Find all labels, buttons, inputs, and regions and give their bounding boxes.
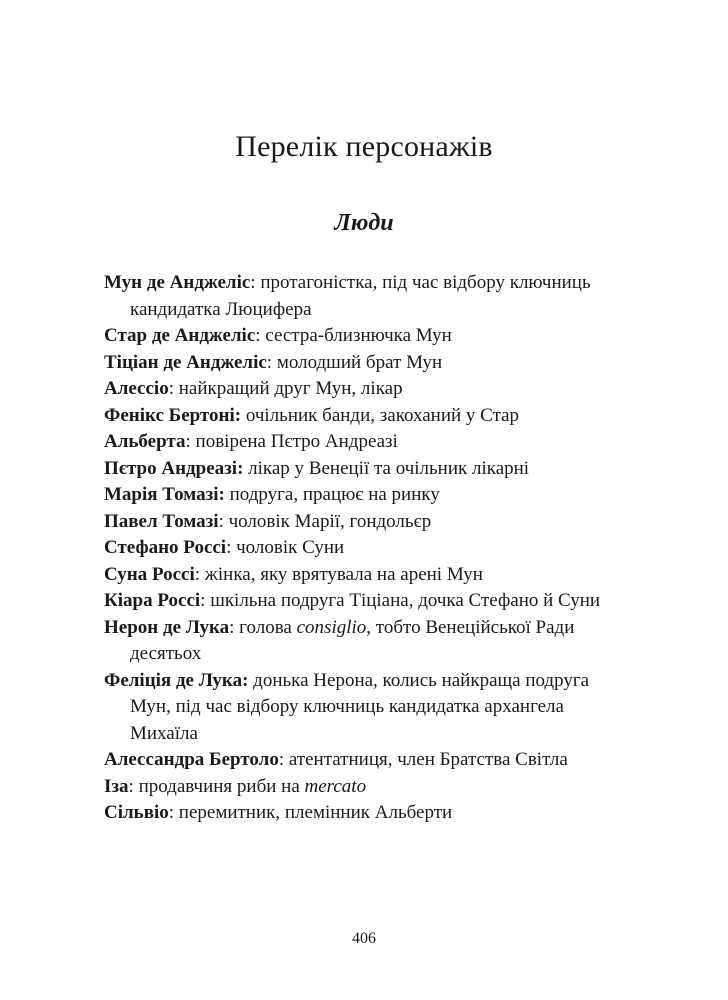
character-description: молодший брат Мун xyxy=(276,351,443,373)
character-entry: Суна Россі: жінка, яку врятувала на арені Мун xyxy=(104,563,483,585)
character-name: Іза xyxy=(104,775,129,797)
character-description: протагоністка, під час відбору ключниць кандидатка Люцифера xyxy=(130,272,591,320)
character-entry: Алессіо: найкращий друг Мун, лікар xyxy=(104,378,403,399)
character-name: Мун де Анджеліс xyxy=(104,272,251,293)
character-name: Фенікс Бертоні: xyxy=(104,404,242,426)
character-description: шкільна подруга Тіціана, дочка Стефано й Суни xyxy=(210,590,601,611)
character-description: подруга, працює на ринку xyxy=(229,484,440,505)
character-name: Марія Томазі: xyxy=(104,484,225,505)
character-entry: Стефано Россі: чоловік Суни xyxy=(104,537,345,558)
character-description: очільник банди, закоханий у Стар xyxy=(245,404,520,426)
character-name: Стар де Анджеліс xyxy=(104,325,256,346)
character-description: продавчиня риби на xyxy=(138,775,305,797)
character-entry: Павел Томазі: чоловік Марії, гондольєр xyxy=(104,510,432,532)
character-name: Павел Томазі xyxy=(104,510,219,532)
character-entry: Іза: продавчиня риби на mercato xyxy=(104,775,367,797)
character-entry: Алессандра Бертоло: атентатниця, член Братства Світла xyxy=(104,749,568,770)
character-description: чоловік Суни xyxy=(236,537,345,558)
character-entry: Кіара Россі: шкільна подруга Тіціана, дочка Стефано й Суни xyxy=(104,590,601,611)
character-entry: Мун де Анджеліс: протагоністка, під час відбору ключниць кандидатка Люцифера xyxy=(104,272,591,320)
page-number: 406 xyxy=(352,930,376,947)
character-description: повірена Пєтро Андреазі xyxy=(195,431,398,452)
character-description: голова xyxy=(239,616,297,638)
character-entry: Сільвіо: перемитник, племінник Альберти xyxy=(104,802,453,823)
character-name: Тіціан де Анджеліс xyxy=(104,351,267,373)
character-name: Алессандра Бертоло xyxy=(104,749,279,770)
character-name: Феліція де Лука: xyxy=(104,669,249,691)
character-description: найкращий друг Мун, лікар xyxy=(178,378,403,399)
character-name: Суна Россі xyxy=(104,563,195,585)
character-entry xyxy=(104,403,624,430)
character-name: Альберта xyxy=(104,431,186,452)
character-name: Нерон де Лука xyxy=(104,616,230,638)
character-entry: Альберта: повірена Пєтро Андреазі xyxy=(104,431,398,452)
character-description: атентатниця, член Братства Світла xyxy=(288,749,568,770)
character-list xyxy=(104,270,624,827)
character-description: лікар у Венеції та очільник лікарні xyxy=(248,457,530,479)
character-entry xyxy=(104,668,624,748)
character-name: Сільвіо xyxy=(104,802,169,823)
character-description: жінка, яку врятувала на арені Мун xyxy=(204,563,483,585)
character-entry xyxy=(104,456,624,483)
italic-term: consiglio xyxy=(296,616,367,638)
character-name: Пєтро Андреазі: xyxy=(104,457,244,479)
character-name: Стефано Россі xyxy=(104,537,227,558)
character-description: сестра-близнючка Мун xyxy=(265,325,452,346)
character-description: донька Нерона, колись найкраща подруга Мун, під час відбору ключниць кандидатка архангела Михаїла xyxy=(130,669,590,744)
character-entry: Нерон де Лука: голова consiglio, тобто Венеційської Ради десятьох xyxy=(104,616,575,664)
character-description: чоловік Марії, гондольєр xyxy=(228,510,432,532)
italic-term: mercato xyxy=(304,775,367,797)
character-name: Алессіо xyxy=(104,378,169,399)
character-entry: Тіціан де Анджеліс: молодший брат Мун xyxy=(104,351,443,373)
character-entry xyxy=(104,482,624,509)
character-entry: Стар де Анджеліс: сестра-близнючка Мун xyxy=(104,325,452,346)
page-title: Перелік персонажів xyxy=(235,130,493,163)
section-title: Люди xyxy=(334,210,394,236)
character-name: Кіара Россі xyxy=(104,590,201,611)
character-description: перемитник, племінник Альберти xyxy=(178,802,453,823)
